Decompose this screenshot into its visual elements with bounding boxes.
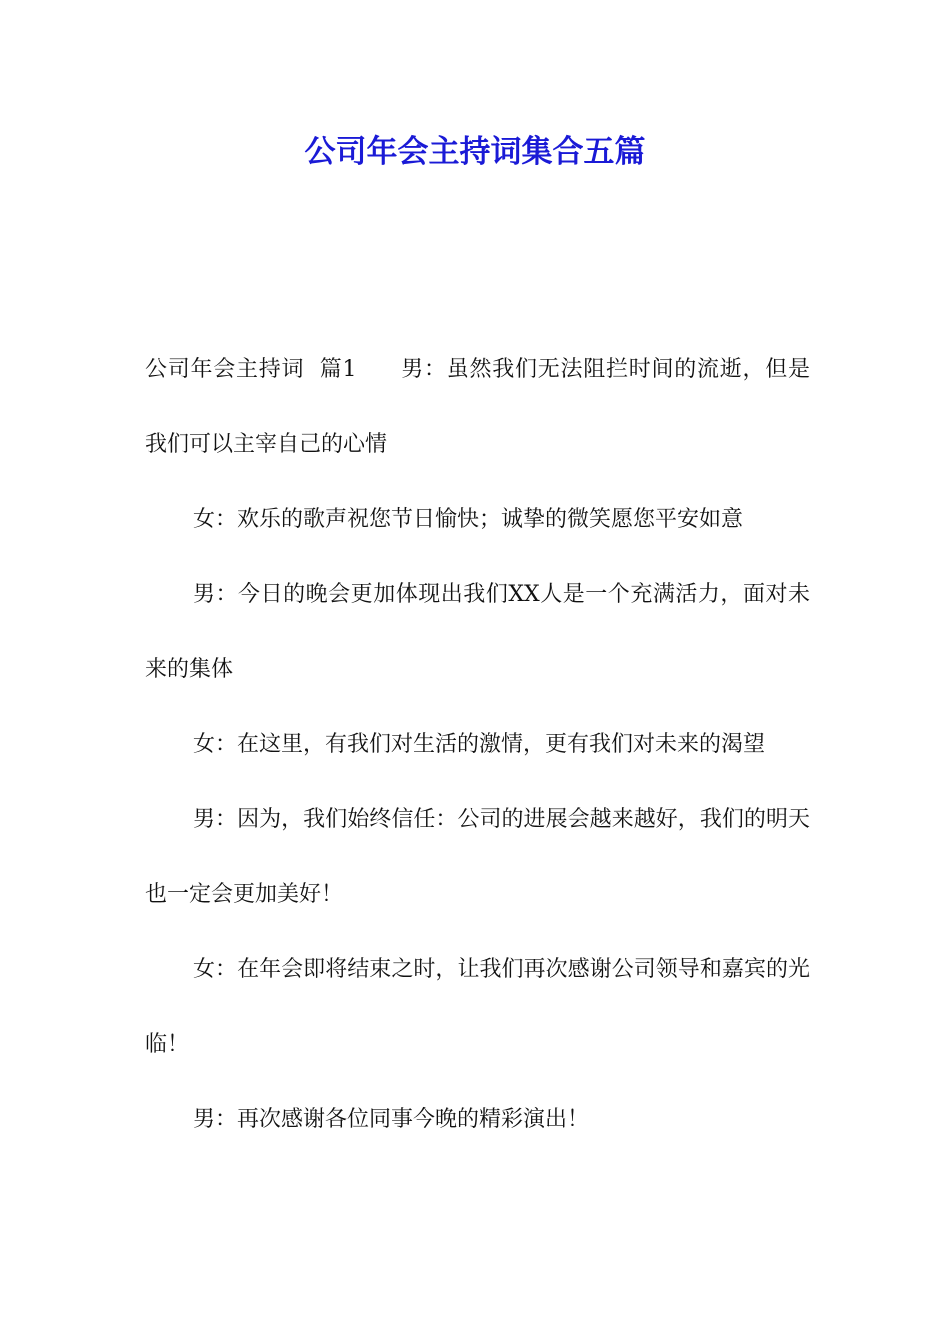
document-body [145,332,810,1157]
paragraph-5: 男：因为，我们始终信任：公司的进展会越来越好，我们的明天也一定会更加美好！ [145,807,810,907]
paragraph-1 [145,332,810,482]
paragraph-4: 女：在这里，有我们对生活的激情，更有我们对未来的渴望 [193,732,766,757]
paragraph-2: 女：欢乐的歌声祝您节日愉快；诚挚的微笑愿您平安如意 [193,507,744,532]
paragraph-text: 男：虽然我们无法阻拦时间的流逝，但是我们可以主宰自己的心情 [145,357,810,457]
paragraph-3: 男：今日的晚会更加体现出我们XX人是一个充满活力，面对未来的集体 [145,582,810,682]
section-label: 公司年会主持词 篇1 [145,357,357,382]
page-title: 公司年会主持词集合五篇 [304,134,646,170]
paragraph-6: 女：在年会即将结束之时，让我们再次感谢公司领导和嘉宾的光临！ [145,957,810,1057]
paragraph-7: 男：再次感谢各位同事今晚的精彩演出！ [193,1107,590,1132]
